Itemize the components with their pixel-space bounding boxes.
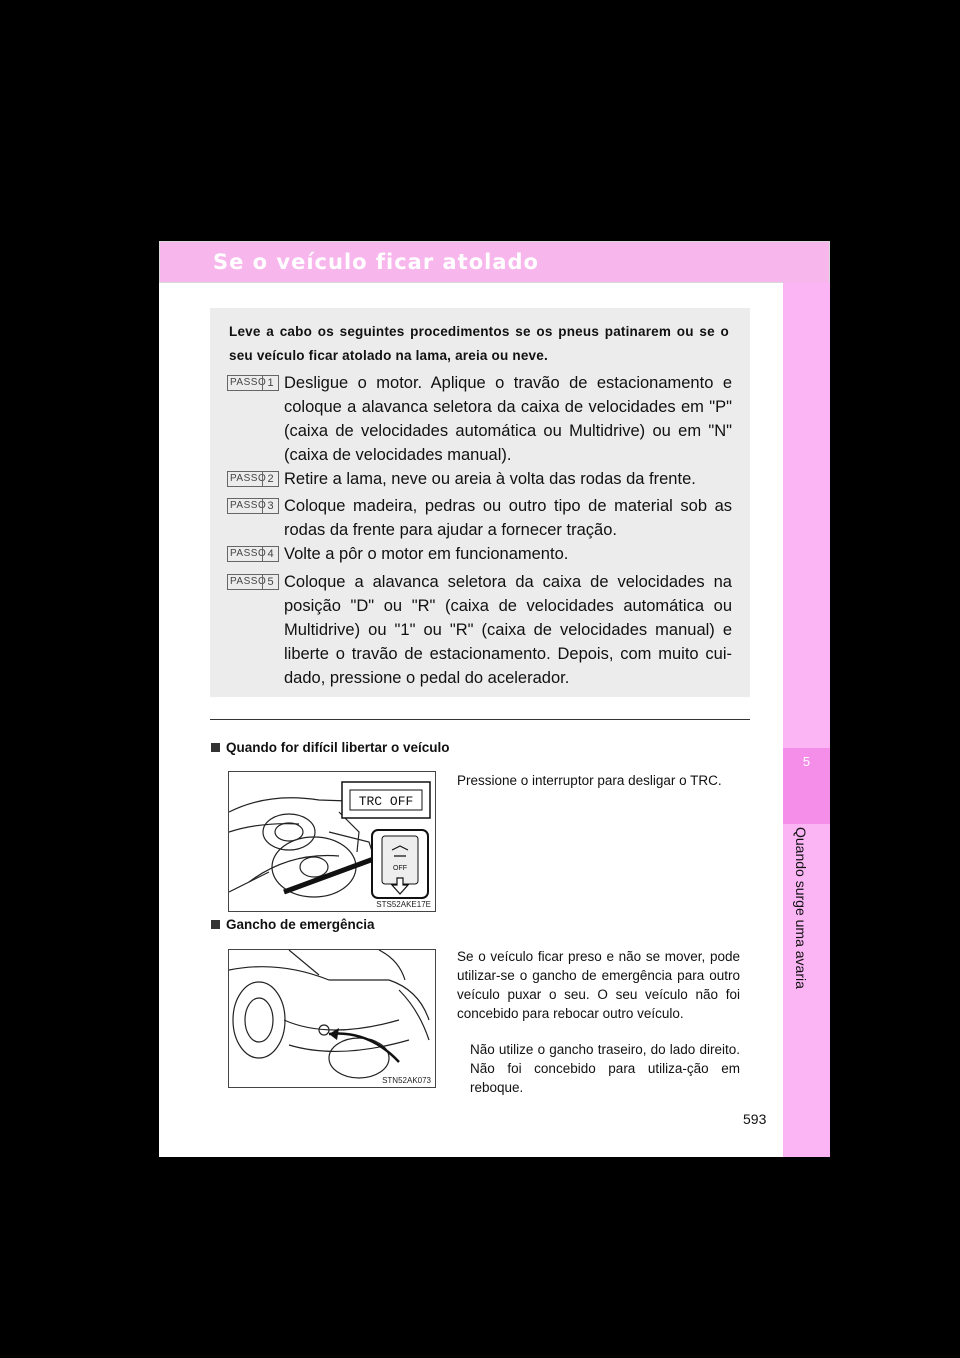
step-number: 5 [262, 575, 278, 589]
step-number: 4 [262, 547, 278, 561]
square-bullet-icon [211, 743, 220, 752]
step-text: Volte a pôr o motor em funcionamento. [284, 545, 569, 563]
square-bullet-icon [211, 920, 220, 929]
procedure-box [210, 308, 750, 697]
page-title: Se o veículo ficar atolado [213, 250, 539, 274]
switch-off-label: OFF [393, 865, 407, 872]
vehicle-underside-illustration [229, 950, 435, 1087]
step-badge [227, 375, 279, 391]
figure-code: STN52AK073 [382, 1076, 431, 1085]
emergency-hook-figure [228, 949, 436, 1088]
step-text: Coloque a alavanca seletora da caixa de velocidades na posição "D" ou "R" (caixa de velocidades automática ou Multidrive) ou "1" ou "R" (caixa de velocidades manual) e liberte o travão de estacionamento. Depois, com muito cui-dado, pressione o pedal do acelerador. [284, 573, 732, 687]
step-label: PASSO [230, 500, 267, 511]
hook-instruction: Se o veículo ficar preso e não se mover, pode utilizar-se o gancho de emergência para outro veículo puxar o seu. O seu veículo não foi concebido para rebocar outro veículo. [457, 949, 740, 1021]
step-number: 1 [262, 376, 278, 390]
trc-off-label: TRC OFF [358, 794, 414, 809]
section-divider [210, 719, 750, 720]
step-label: PASSO [230, 473, 267, 484]
step-badge [227, 471, 279, 487]
step-number: 2 [262, 472, 278, 486]
section-heading-text: Quando for difícil libertar o veículo [226, 740, 450, 755]
step-text: Desligue o motor. Aplique o travão de estacionamento e coloque a alavanca seletora da caixa de velocidades em "P" (caixa de velocidades automática ou Multidrive) ou em "N" (caixa de velocidades manual). [284, 374, 732, 464]
chapter-title: Quando surge uma avaria [793, 827, 809, 989]
trc-instruction: Pressione o interruptor para desligar o TRC. [457, 773, 722, 788]
manual-page [159, 241, 830, 1157]
step-badge [227, 574, 279, 590]
step-number: 3 [262, 499, 278, 513]
trc-switch-figure [228, 771, 436, 912]
section-heading-emergency-hook [211, 917, 375, 932]
step-badge [227, 546, 279, 562]
step-badge [227, 498, 279, 514]
dashboard-illustration [229, 772, 435, 911]
trc-switch-icon [382, 836, 418, 884]
figure-code: STS52AKE17E [376, 900, 431, 909]
section-heading-text: Gancho de emergência [226, 917, 375, 932]
chapter-number: 5 [802, 754, 811, 769]
step-text: Coloque madeira, pedras ou outro tipo de material sob as rodas da frente para ajudar a fornecer tração. [284, 497, 732, 539]
section-heading-difficult-release [211, 740, 450, 755]
chapter-box [783, 748, 830, 824]
procedure-intro: Leve a cabo os seguintes procedimentos se os pneus patinarem ou se o seu veículo ficar atolado na lama, areia ou neve. [229, 324, 729, 363]
step-label: PASSO [230, 377, 267, 388]
side-tab [783, 282, 830, 1157]
step-label: PASSO [230, 548, 267, 559]
step-label: PASSO [230, 576, 267, 587]
step-text: Retire a lama, neve ou areia à volta das rodas da frente. [284, 470, 696, 488]
page-number: 593 [743, 1111, 767, 1127]
hook-warning: Não utilize o gancho traseiro, do lado direito. Não foi concebido para utiliza-ção em reboque. [470, 1042, 740, 1095]
title-band [159, 241, 830, 283]
